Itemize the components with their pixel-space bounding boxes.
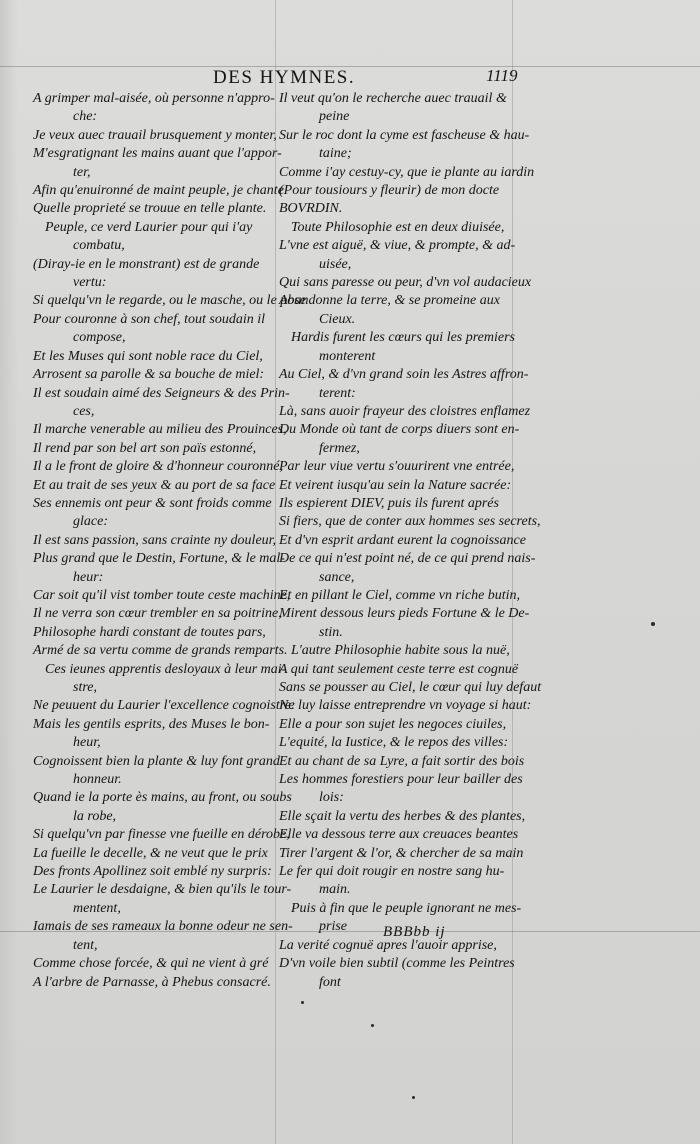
verse-line: Abandonne la terre, & se promeine aux <box>279 293 500 309</box>
verse-line: terent: <box>319 385 356 401</box>
verse-line: Plus grand que le Destin, Fortune, & le mal- <box>33 551 285 567</box>
verse-line: Il ne verra son cœur trembler en sa poitrine, <box>33 606 282 622</box>
verse-line: Elle va dessous terre aux creuaces beantes <box>279 827 519 843</box>
verse-line: Et les Muses qui sont noble race du Ciel, <box>33 348 263 364</box>
verse-line: Si fiers, que de conter aux hommes ses secrets, <box>279 514 541 530</box>
column-rule-left <box>275 0 276 1144</box>
verse-line: Il a le front de gloire & d'honneur couronné, <box>33 459 283 475</box>
verse-line: lois: <box>319 790 344 806</box>
left-text-column <box>33 90 306 992</box>
verse-line: Puis à fin que le peuple ignorant ne mes- <box>291 900 522 916</box>
verse-line: Quelle proprieté se trouue en telle plante. <box>33 201 267 217</box>
running-title: DES HYMNES. <box>213 67 356 88</box>
verse-line: Elle sçait la vertu des herbes & des plantes, <box>279 808 526 824</box>
verse-line: D'vn voile bien subtil (comme les Peintres <box>279 956 515 972</box>
verse-line: M'esgratignant les mains auant que l'appor- <box>33 146 282 162</box>
verse-line: heur: <box>73 569 104 585</box>
verse-line: Des fronts Apollinez soit emblé ny surpris: <box>33 864 272 880</box>
verse-line: Le fer qui doit rougir en nostre sang hu- <box>279 864 505 880</box>
verse-line: monterent <box>319 348 376 364</box>
verse-line: stre, <box>73 680 97 695</box>
verse-line: font <box>319 974 341 990</box>
verse-line: L'vne est aiguë, & viue, & prompte, & ad- <box>279 238 516 254</box>
verse-line: combatu, <box>73 238 125 254</box>
paper-speck <box>412 1096 415 1099</box>
verse-line: Iamais de ses rameaux la bonne odeur ne sen- <box>33 919 293 935</box>
verse-line: Tirer l'argent & l'or, & chercher de sa main <box>279 845 524 861</box>
verse-line: ter, <box>73 164 91 180</box>
verse-line: prise <box>319 919 347 935</box>
verse-line: Quand ie la porte ès mains, au front, ou soubs <box>33 790 292 806</box>
verse-line: A qui tant seulement ceste terre est cognuë <box>279 661 519 677</box>
verse-line: Ne peuuent du Laurier l'excellence cognoistre: <box>33 698 296 714</box>
verse-line: La fueille le decelle, & ne veut que le prix <box>33 845 268 861</box>
verse-line: L'autre Philosophie habite sous la nuë, <box>291 643 510 659</box>
verse-line: Et en pillant le Ciel, comme vn riche butin, <box>279 587 521 603</box>
verse-line: De ce qui n'est point né, de ce qui prend nais- <box>279 551 536 567</box>
verse-line: Mais les gentils esprits, des Muses le bon- <box>33 716 270 732</box>
verse-line: Sans se pousser au Ciel, le cœur qui luy defaut <box>279 680 542 695</box>
verse-line: Je veux auec trauail brusquement y monter, <box>33 127 277 143</box>
verse-line: Là, sans auoir frayeur des cloistres enflamez <box>279 403 531 419</box>
verse-line: main. <box>319 882 351 898</box>
page-gutter-shadow <box>0 0 18 1144</box>
verse-line: Et d'vn esprit ardant eurent la cognoissance <box>279 532 526 548</box>
verse-line: Ne luy laisse entreprendre vn voyage si haut: <box>279 698 532 714</box>
page-number: 1119 <box>486 66 518 85</box>
verse-line: Philosophe hardi constant de toutes pars, <box>33 624 266 640</box>
verse-line: Hardis furent les cœurs qui les premiers <box>291 330 515 346</box>
verse-line: Il rend par son bel art son païs estonné, <box>33 440 257 456</box>
verse-line: Pour couronne à son chef, tout soudain il <box>33 311 266 327</box>
verse-line: sance, <box>319 569 355 585</box>
verse-line: Du Monde où tant de corps diuers sont en- <box>279 422 520 438</box>
verse-line: Arrosent sa parolle & sa bouche de miel: <box>33 367 265 383</box>
verse-line: Ces ieunes apprentis desloyaux à leur mai- <box>45 661 287 677</box>
verse-line: Le Laurier le desdaigne, & bien qu'ils le tour- <box>33 882 292 898</box>
verse-line: La verité cognuë apres l'auoir apprise, <box>279 937 497 953</box>
verse-line: Mirent dessous leurs pieds Fortune & le De- <box>279 606 530 622</box>
signature-mark: BBBbb ij <box>383 924 446 940</box>
verse-line: Si quelqu'vn par finesse vne fueille en dérobe, <box>33 827 290 843</box>
verse-line: heur, <box>73 735 101 751</box>
verse-line: Et au chant de sa Lyre, a fait sortir des bois <box>279 753 525 769</box>
verse-line: ces, <box>73 403 95 419</box>
verse-line: Cieux. <box>319 311 356 327</box>
verse-line: Si quelqu'vn le regarde, ou le masche, ou le pose <box>33 293 306 309</box>
verse-line: Et au trait de ses yeux & au port de sa face <box>33 477 276 493</box>
verse-line: A l'arbre de Parnasse, à Phebus consacré. <box>33 974 271 990</box>
verse-line: che: <box>73 109 98 125</box>
verse-line: glace: <box>73 514 108 530</box>
verse-line: Au Ciel, & d'vn grand soin les Astres affron- <box>279 367 529 383</box>
paper-speck <box>301 1001 304 1004</box>
verse-line: (Diray-ie en le monstrant) est de grande <box>33 256 260 272</box>
verse-line: vertu: <box>73 275 107 291</box>
verse-line: la robe, <box>73 808 117 824</box>
verse-line: uisée, <box>319 256 352 272</box>
verse-line: (Pour tousiours y fleurir) de mon docte <box>279 183 500 199</box>
verse-line: honneur. <box>73 772 122 788</box>
verse-line: BOVRDIN. <box>279 201 343 217</box>
verse-line: Armé de sa vertu comme de grands remparts. <box>33 643 288 659</box>
verse-line: taine; <box>319 146 352 162</box>
verse-line: fermez, <box>319 440 360 456</box>
verse-line: Il est soudain aimé des Seigneurs & des Prin- <box>33 385 290 401</box>
verse-line: Par leur viue vertu s'ouurirent vne entrée, <box>279 459 515 475</box>
verse-line: Toute Philosophie est en deux diuisée, <box>291 219 505 235</box>
verse-line: Elle a pour son sujet les negoces ciuiles, <box>279 716 507 732</box>
verse-line: Et veirent iusqu'au sein la Nature sacrée: <box>279 477 512 493</box>
verse-line: mentent, <box>73 900 121 916</box>
paper-speck <box>651 622 655 626</box>
verse-line: stin. <box>319 624 343 640</box>
paper-speck <box>371 1024 374 1027</box>
right-text-column <box>279 90 542 992</box>
verse-line: Il marche venerable au milieu des Prouinces, <box>33 422 287 438</box>
verse-line: Comme i'ay cestuy-cy, que ie plante au iardin <box>279 164 535 180</box>
verse-line: compose, <box>73 330 126 346</box>
verse-line: Ses ennemis ont peur & sont froids comme <box>33 495 272 511</box>
verse-line: tent, <box>73 937 98 953</box>
verse-line: Qui sans paresse ou peur, d'vn vol audacieux <box>279 275 532 291</box>
verse-line: Comme chose forcée, & qui ne vient à gré <box>33 956 269 972</box>
verse-line: Il est sans passion, sans crainte ny douleur, <box>33 532 277 548</box>
verse-line: Peuple, ce verd Laurier pour qui i'ay <box>45 219 253 235</box>
verse-line: L'equité, la Iustice, & le repos des villes: <box>279 735 509 751</box>
verse-line: Sur le roc dont la cyme est fascheuse & hau- <box>279 127 530 143</box>
verse-line: Car soit qu'il vist tomber toute ceste machine, <box>33 587 291 603</box>
verse-line: A grimper mal-aisée, où personne n'appro- <box>33 91 275 106</box>
verse-line: Cognoissent bien la plante & luy font grand <box>33 753 280 769</box>
verse-line: Il veut qu'on le recherche auec trauail & <box>279 91 507 106</box>
verse-line: Afin qu'enuironné de maint peuple, je chante <box>33 183 284 199</box>
verse-line: Les hommes forestiers pour leur bailler des <box>279 772 523 788</box>
verse-line: peine <box>319 109 350 125</box>
verse-line: Ils espierent DIEV, puis ils furent aprés <box>279 495 499 511</box>
